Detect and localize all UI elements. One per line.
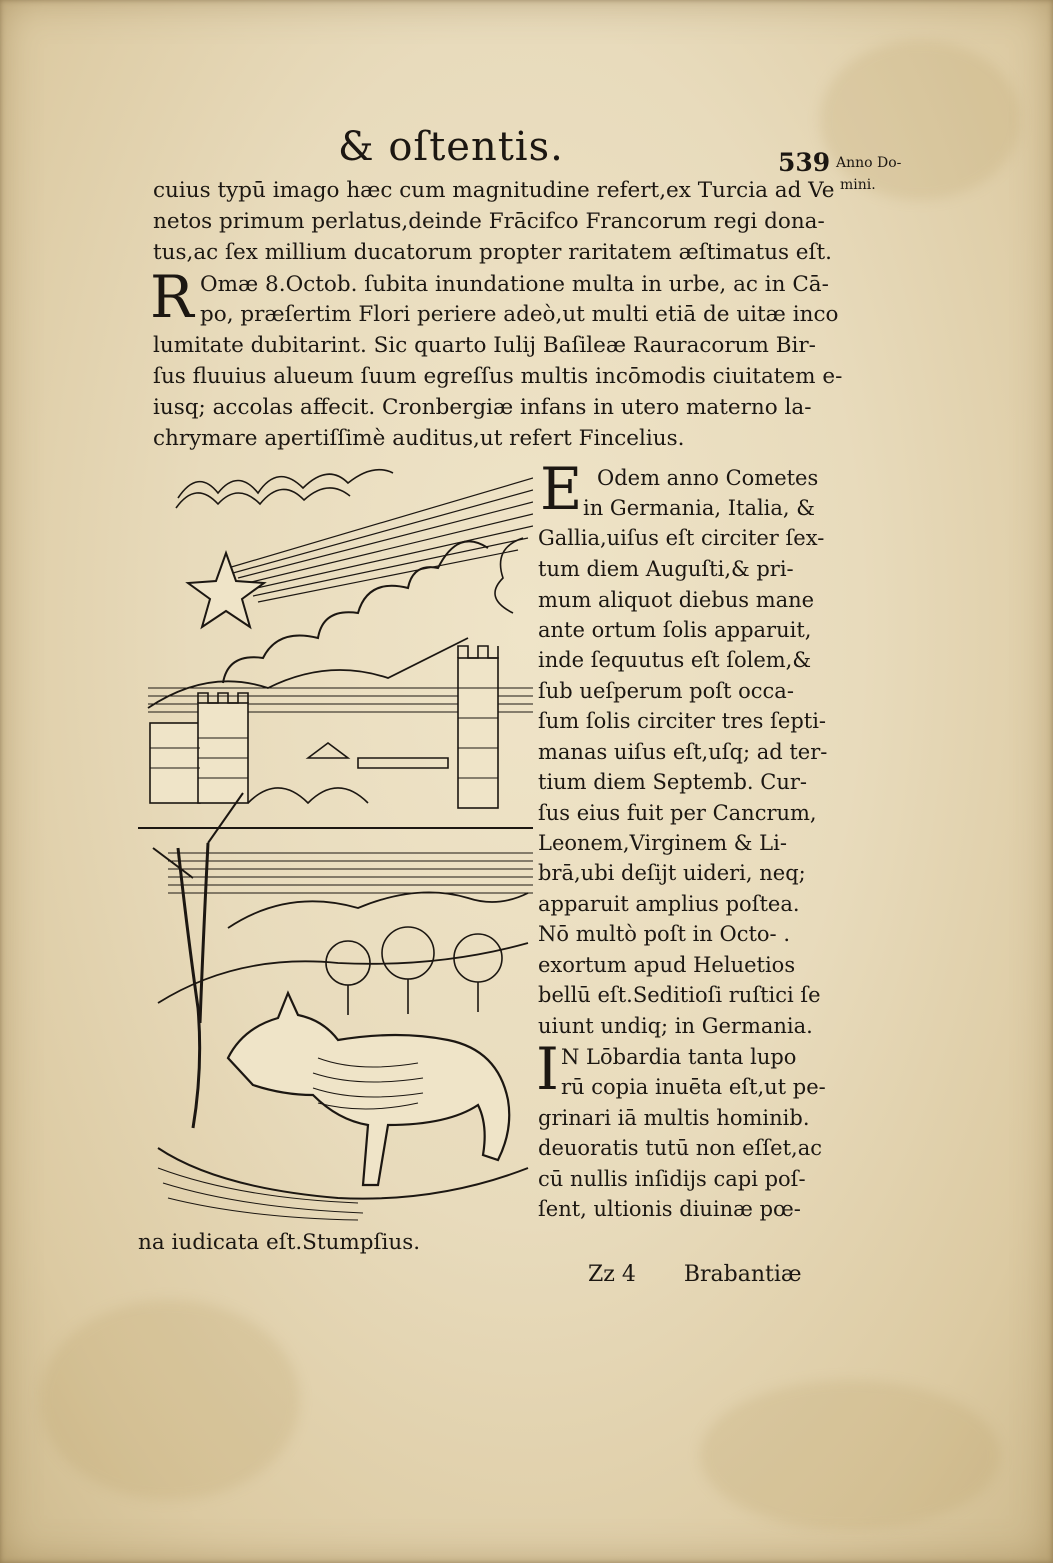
text-line: ſus fluuius alueum ſuum egreſſus multis incōmodis ciuitatem e- bbox=[153, 364, 843, 389]
column-line: cū nullis inſidijs capi poſ- bbox=[538, 1167, 806, 1191]
margin-note-line: Anno Do- bbox=[836, 155, 902, 171]
column-line: tium diem Septemb. Cur- bbox=[538, 770, 808, 794]
text-line: tus,ac ſex millium ducatorum propter raritatem æſtimatus eſt. bbox=[153, 240, 832, 265]
initial-letter-r: R bbox=[150, 263, 194, 331]
column-line: in Germania, Italia, & bbox=[583, 496, 815, 520]
column-line: grinari iā multis hominib. bbox=[538, 1106, 810, 1130]
column-line: Odem anno Cometes bbox=[597, 466, 819, 490]
column-line: rū copia inuēta eſt,ut pe- bbox=[561, 1075, 826, 1099]
page-number: 539 bbox=[778, 148, 831, 177]
column-line: N Lōbardia tanta lupo bbox=[561, 1045, 797, 1069]
text-line: lumitate dubitarint. Sic quarto Iulij Baſileæ Rauracorum Bir- bbox=[153, 333, 816, 358]
column-line: exortum apud Heluetios bbox=[538, 953, 796, 977]
column-line: bellū eſt.Seditioſi ruſtici ſe bbox=[538, 983, 821, 1007]
column-line: manas uiſus eſt,uſq; ad ter- bbox=[538, 740, 828, 764]
signature-mark: Zz 4 bbox=[588, 1262, 636, 1287]
text-line: cuius typū imago hæc cum magnitudine refert,ex Turcia ad Ve bbox=[153, 178, 835, 203]
woodcut-illustration bbox=[138, 458, 533, 1223]
catchword: Brabantiæ bbox=[683, 1262, 802, 1287]
wolf-panel bbox=[153, 793, 533, 1220]
running-title: & oſtentis. bbox=[338, 124, 564, 170]
column-line: ſus eius fuit per Cancrum, bbox=[538, 801, 817, 825]
column-line: tum diem Auguſti,& pri- bbox=[538, 557, 794, 581]
text-line: iusq; accolas affecit. Cronbergiæ infans in utero materno la- bbox=[153, 395, 812, 420]
column-line: mum aliquot diebus mane bbox=[538, 588, 815, 612]
margin-note-line: mini. bbox=[840, 177, 876, 193]
column-line: ſub ueſperum poſt occa- bbox=[538, 679, 794, 703]
text-line: po, præſertim Flori periere adeò,ut multi etiā de uitæ inco bbox=[200, 302, 839, 327]
column-line: Leonem,Virginem & Li- bbox=[538, 831, 787, 855]
catchword-block bbox=[588, 1262, 802, 1287]
column-line: deuoratis tutū non eſſet,ac bbox=[538, 1136, 822, 1160]
column-line: apparuit amplius poſtea. bbox=[538, 892, 800, 916]
text-line: netos primum perlatus,deinde Frācifco Francorum regi dona- bbox=[153, 209, 825, 234]
column-line: inde ſequutus eſt ſolem,& bbox=[538, 648, 812, 672]
text-line: chrymare apertiſſimè auditus,ut refert Fincelius. bbox=[153, 426, 685, 451]
column-line: uiunt undiq; in Germania. bbox=[538, 1014, 813, 1038]
initial-letter-i: I bbox=[536, 1035, 559, 1103]
closing-line: na iudicata eſt.Stumpſius. bbox=[138, 1230, 421, 1255]
initial-letter-e: E bbox=[540, 455, 583, 523]
comet-panel bbox=[138, 470, 533, 828]
column-line: ante ortum ſolis apparuit, bbox=[538, 618, 812, 642]
column-line: ſum ſolis circiter tres ſepti- bbox=[538, 709, 827, 733]
column-line: brā,ubi deſijt uideri, neq; bbox=[538, 861, 806, 885]
column-line: ſent, ultionis diuinæ pœ- bbox=[538, 1197, 801, 1221]
margin-note bbox=[836, 152, 901, 196]
text-line: Omæ 8.Octob. ſubita inundatione multa in urbe, ac in Cā- bbox=[200, 272, 829, 297]
column-line: Gallia,uiſus eſt circiter ſex- bbox=[538, 526, 825, 550]
column-line: Nō multò poſt in Octo- . bbox=[538, 922, 790, 946]
